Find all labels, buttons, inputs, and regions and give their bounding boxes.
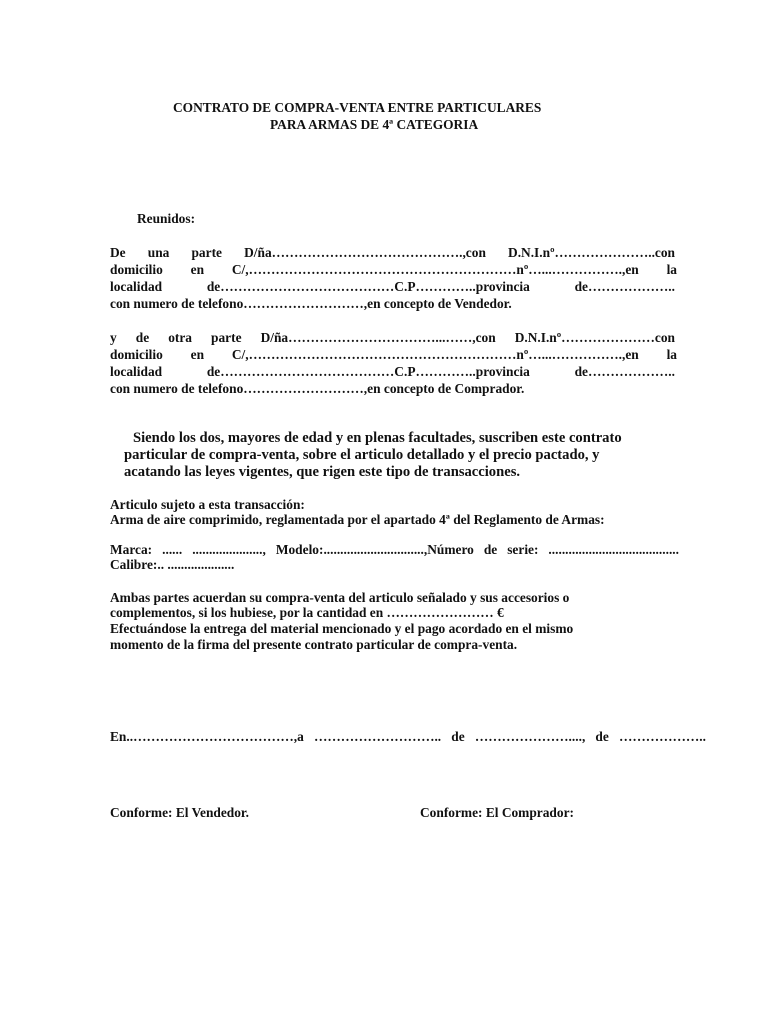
marca-line bbox=[110, 542, 679, 558]
firma-comprador: Conforme: El Comprador: bbox=[420, 805, 574, 820]
ambas-line-3: Efectuándose la entrega del material mencionado y el pago acordado en el mismo bbox=[110, 621, 574, 636]
siendo-line-2: particular de compra-venta, sobre el articulo detallado y el precio pactado, y bbox=[124, 447, 600, 463]
firma-vendedor: Conforme: El Vendedor. bbox=[110, 805, 249, 820]
title-line-2: PARA ARMAS DE 4ª CATEGORIA bbox=[270, 117, 479, 132]
ambas-line-1: Ambas partes acuerdan su compra-venta del articulo señalado y sus accesorios o bbox=[110, 590, 570, 605]
comprador-line-3-text: localidad de…………………………………C.P…………..provincia de……………….. bbox=[110, 364, 675, 379]
vendedor-line-1 bbox=[110, 245, 675, 261]
comprador-line-1 bbox=[110, 330, 675, 346]
vendedor-line-4: con numero de telefono………………………,en concepto de Vendedor. bbox=[110, 296, 512, 311]
title-line-1: CONTRATO DE COMPRA-VENTA ENTRE PARTICULARES bbox=[173, 100, 542, 115]
siendo-line-3: acatando las leyes vigentes, que rigen este tipo de transacciones. bbox=[124, 464, 521, 480]
comprador-line-3 bbox=[110, 364, 675, 380]
calibre-line: Calibre:.. .................... bbox=[110, 557, 235, 572]
reunidos-heading: Reunidos: bbox=[137, 211, 196, 226]
vendedor-line-2-text: domicilio en C/,……………………………………………………nº…...…………….,en la bbox=[110, 262, 677, 277]
ambas-line-4: momento de la firma del presente contrato particular de compra-venta. bbox=[110, 637, 518, 652]
vendedor-line-3-text: localidad de…………………………………C.P…………..provincia de……………….. bbox=[110, 279, 675, 294]
vendedor-line-1-text: De una parte D/ña…………………………………….,con D.N.I.nº…………………..con bbox=[110, 245, 675, 260]
articulo-line-1: Articulo sujeto a esta transacción: bbox=[110, 497, 305, 512]
comprador-line-2 bbox=[110, 347, 677, 363]
fecha-line bbox=[110, 729, 706, 745]
siendo-line-1: Siendo los dos, mayores de edad y en plenas facultades, suscriben este contrato bbox=[133, 430, 622, 446]
marca-line-text: Marca: ...... ....................., Modelo:..............................,Número de serie: ....................................... bbox=[110, 542, 679, 557]
comprador-line-4: con numero de telefono………………………,en concepto de Comprador. bbox=[110, 381, 525, 396]
comprador-line-2-text: domicilio en C/,……………………………………………………nº…...…………….,en la bbox=[110, 347, 677, 362]
vendedor-line-3 bbox=[110, 279, 675, 295]
articulo-line-2: Arma de aire comprimido, reglamentada por el apartado 4ª del Reglamento de Armas: bbox=[110, 512, 605, 527]
fecha-line-text: En..………………………………,a ……………………….. de …………………...., de ……………….. bbox=[110, 729, 706, 744]
vendedor-line-2 bbox=[110, 262, 677, 278]
ambas-line-2: complementos, si los hubiese, por la cantidad en …………………… € bbox=[110, 605, 504, 620]
comprador-line-1-text: y de otra parte D/ña……………………………...……,con D.N.I.nº…………………con bbox=[110, 330, 675, 345]
